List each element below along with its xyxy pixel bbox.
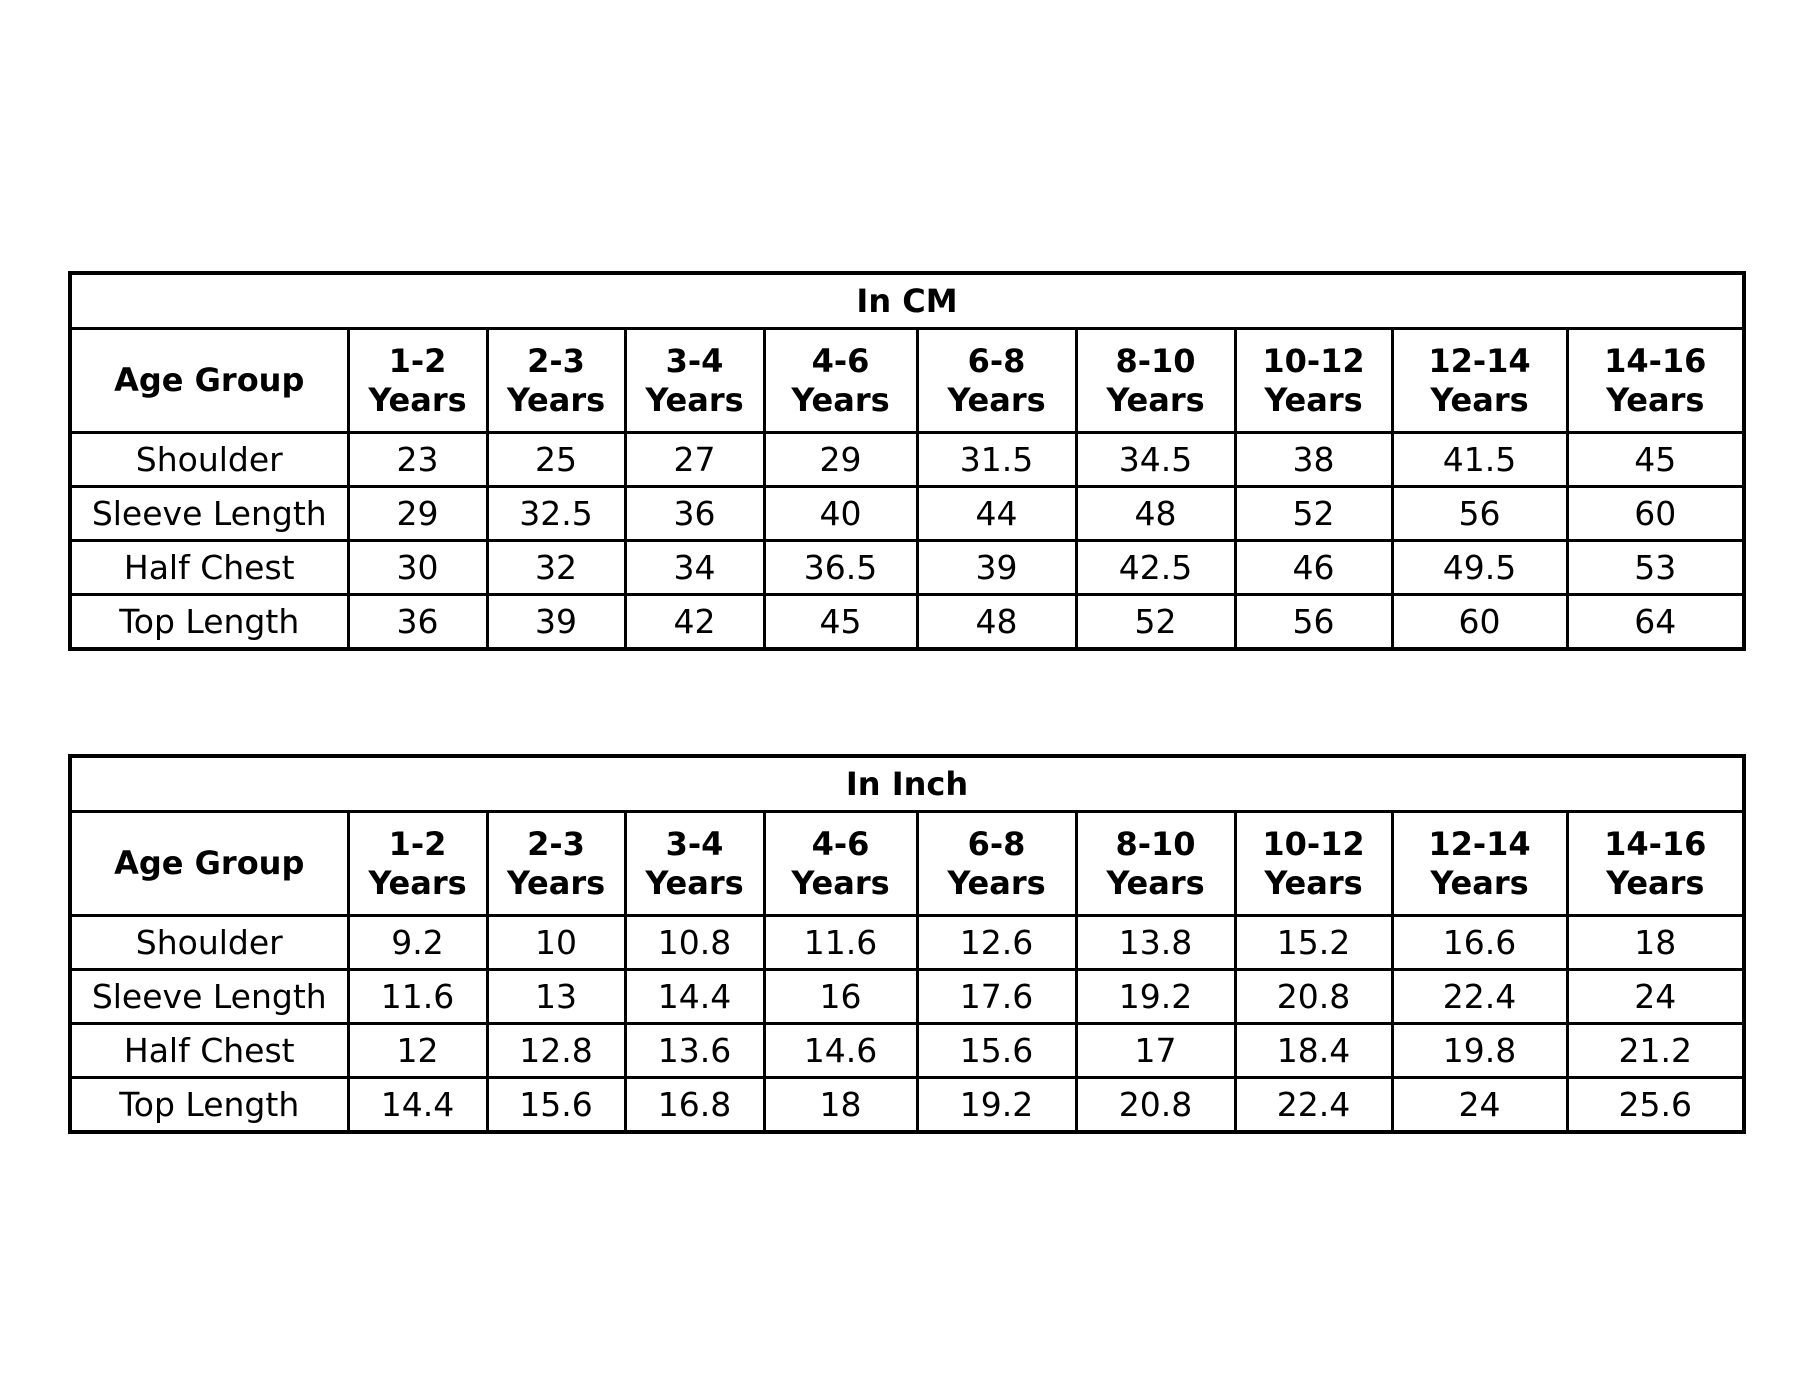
age-unit: Years: [1430, 863, 1529, 902]
measurement-value: 13: [487, 970, 625, 1024]
measurement-value: 21.2: [1567, 1024, 1744, 1078]
measurement-value: 29: [348, 487, 487, 541]
age-unit: Years: [1606, 380, 1705, 419]
measurement-value: 60: [1392, 595, 1567, 650]
measurement-value: 15.6: [487, 1078, 625, 1133]
age-group-header: Age Group: [70, 329, 348, 433]
age-group-column-header: [917, 329, 1076, 433]
measurement-value: 25.6: [1567, 1078, 1744, 1133]
age-group-column-header: [1567, 329, 1744, 433]
measurement-value: 12: [348, 1024, 487, 1078]
age-unit: Years: [645, 380, 744, 419]
age-range: 1-2: [388, 825, 447, 864]
measurement-value: 30: [348, 541, 487, 595]
measurement-value: 14.6: [764, 1024, 917, 1078]
table-row: [70, 1024, 1744, 1078]
measurement-value: 56: [1235, 595, 1392, 650]
age-range: 14-16: [1604, 825, 1707, 864]
age-group-column-header: [348, 329, 487, 433]
age-group-column-header: [1235, 812, 1392, 916]
measurement-value: 14.4: [625, 970, 764, 1024]
age-group-column-header: [764, 329, 917, 433]
measurement-value: 20.8: [1076, 1078, 1235, 1133]
age-unit: Years: [947, 380, 1046, 419]
measurement-value: 46: [1235, 541, 1392, 595]
measurement-value: 12.6: [917, 916, 1076, 970]
age-group-column-header: [917, 812, 1076, 916]
measurement-value: 23: [348, 433, 487, 487]
measurement-value: 17: [1076, 1024, 1235, 1078]
age-range: 10-12: [1262, 342, 1365, 381]
measurement-value: 16: [764, 970, 917, 1024]
measurement-value: 24: [1392, 1078, 1567, 1133]
title-row: [70, 756, 1744, 812]
measurement-value: 38: [1235, 433, 1392, 487]
measurement-value: 36: [625, 487, 764, 541]
age-unit: Years: [368, 863, 467, 902]
age-group-column-header: [348, 812, 487, 916]
age-unit: Years: [1606, 863, 1705, 902]
measurement-label: Sleeve Length: [70, 487, 348, 541]
age-range: 12-14: [1428, 342, 1531, 381]
age-range: 1-2: [388, 342, 447, 381]
measurement-value: 42: [625, 595, 764, 650]
measurement-value: 25: [487, 433, 625, 487]
measurement-label: Top Length: [70, 1078, 348, 1133]
measurement-value: 34: [625, 541, 764, 595]
measurement-label: Top Length: [70, 595, 348, 650]
age-range: 8-10: [1115, 825, 1196, 864]
measurement-value: 39: [917, 541, 1076, 595]
measurement-value: 10: [487, 916, 625, 970]
age-unit: Years: [1106, 380, 1205, 419]
age-unit: Years: [368, 380, 467, 419]
measurement-value: 48: [1076, 487, 1235, 541]
table-row: [70, 487, 1744, 541]
age-unit: Years: [1430, 380, 1529, 419]
age-unit: Years: [506, 380, 606, 419]
age-unit: Years: [791, 380, 890, 419]
table-title: In Inch: [70, 756, 1744, 812]
age-group-column-header: [487, 812, 625, 916]
measurement-value: 60: [1567, 487, 1744, 541]
age-group-column-header: [1235, 329, 1392, 433]
age-unit: Years: [1106, 863, 1205, 902]
measurement-value: 52: [1235, 487, 1392, 541]
measurement-value: 11.6: [764, 916, 917, 970]
measurement-value: 44: [917, 487, 1076, 541]
age-unit: Years: [791, 863, 890, 902]
age-group-column-header: [1076, 329, 1235, 433]
measurement-label: Half Chest: [70, 1024, 348, 1078]
measurement-value: 45: [1567, 433, 1744, 487]
measurement-label: Shoulder: [70, 433, 348, 487]
measurement-value: 48: [917, 595, 1076, 650]
measurement-value: 14.4: [348, 1078, 487, 1133]
measurement-value: 56: [1392, 487, 1567, 541]
age-range: 6-8: [967, 342, 1026, 381]
measurement-value: 15.6: [917, 1024, 1076, 1078]
measurement-value: 13.8: [1076, 916, 1235, 970]
measurement-value: 40: [764, 487, 917, 541]
age-range: 2-3: [527, 342, 585, 381]
age-unit: Years: [1264, 863, 1363, 902]
age-range: 4-6: [811, 342, 870, 381]
size-chart-table-cm: [68, 271, 1746, 651]
measurement-value: 18: [1567, 916, 1744, 970]
measurement-label: Half Chest: [70, 541, 348, 595]
table-row: [70, 916, 1744, 970]
table-row: [70, 595, 1744, 650]
measurement-value: 19.2: [917, 1078, 1076, 1133]
age-range: 12-14: [1428, 825, 1531, 864]
measurement-value: 29: [764, 433, 917, 487]
measurement-label: Sleeve Length: [70, 970, 348, 1024]
measurement-value: 45: [764, 595, 917, 650]
measurement-value: 39: [487, 595, 625, 650]
age-group-column-header: [764, 812, 917, 916]
age-range: 4-6: [811, 825, 870, 864]
age-group-column-header: [625, 812, 764, 916]
measurement-value: 11.6: [348, 970, 487, 1024]
age-range: 6-8: [967, 825, 1026, 864]
table-row: [70, 541, 1744, 595]
measurement-value: 16.6: [1392, 916, 1567, 970]
measurement-value: 27: [625, 433, 764, 487]
measurement-label: Shoulder: [70, 916, 348, 970]
measurement-value: 20.8: [1235, 970, 1392, 1024]
measurement-value: 41.5: [1392, 433, 1567, 487]
table-row: [70, 970, 1744, 1024]
measurement-value: 19.2: [1076, 970, 1235, 1024]
measurement-value: 31.5: [917, 433, 1076, 487]
age-range: 3-4: [665, 342, 724, 381]
age-unit: Years: [1264, 380, 1363, 419]
age-group-column-header: [1076, 812, 1235, 916]
measurement-value: 22.4: [1392, 970, 1567, 1024]
measurement-value: 32.5: [487, 487, 625, 541]
age-unit: Years: [506, 863, 606, 902]
header-row: [70, 329, 1744, 433]
age-group-column-header: [1392, 329, 1567, 433]
age-range: 2-3: [527, 825, 585, 864]
header-row: [70, 812, 1744, 916]
table-title: In CM: [70, 273, 1744, 329]
measurement-value: 64: [1567, 595, 1744, 650]
size-chart-table-inch: [68, 754, 1746, 1134]
measurement-value: 12.8: [487, 1024, 625, 1078]
age-unit: Years: [645, 863, 744, 902]
measurement-value: 32: [487, 541, 625, 595]
measurement-value: 49.5: [1392, 541, 1567, 595]
measurement-value: 13.6: [625, 1024, 764, 1078]
measurement-value: 16.8: [625, 1078, 764, 1133]
table-row: [70, 433, 1744, 487]
age-group-column-header: [1567, 812, 1744, 916]
measurement-value: 9.2: [348, 916, 487, 970]
measurement-value: 34.5: [1076, 433, 1235, 487]
measurement-value: 17.6: [917, 970, 1076, 1024]
measurement-value: 52: [1076, 595, 1235, 650]
age-group-column-header: [1392, 812, 1567, 916]
measurement-value: 10.8: [625, 916, 764, 970]
measurement-value: 36.5: [764, 541, 917, 595]
age-range: 3-4: [665, 825, 724, 864]
measurement-value: 36: [348, 595, 487, 650]
title-row: [70, 273, 1744, 329]
table-row: [70, 1078, 1744, 1133]
measurement-value: 42.5: [1076, 541, 1235, 595]
age-range: 14-16: [1604, 342, 1707, 381]
measurement-value: 22.4: [1235, 1078, 1392, 1133]
age-group-column-header: [487, 329, 625, 433]
age-group-column-header: [625, 329, 764, 433]
measurement-value: 53: [1567, 541, 1744, 595]
age-range: 10-12: [1262, 825, 1365, 864]
age-range: 8-10: [1115, 342, 1196, 381]
measurement-value: 18: [764, 1078, 917, 1133]
age-unit: Years: [947, 863, 1046, 902]
measurement-value: 24: [1567, 970, 1744, 1024]
measurement-value: 19.8: [1392, 1024, 1567, 1078]
measurement-value: 18.4: [1235, 1024, 1392, 1078]
measurement-value: 15.2: [1235, 916, 1392, 970]
age-group-header: Age Group: [70, 812, 348, 916]
